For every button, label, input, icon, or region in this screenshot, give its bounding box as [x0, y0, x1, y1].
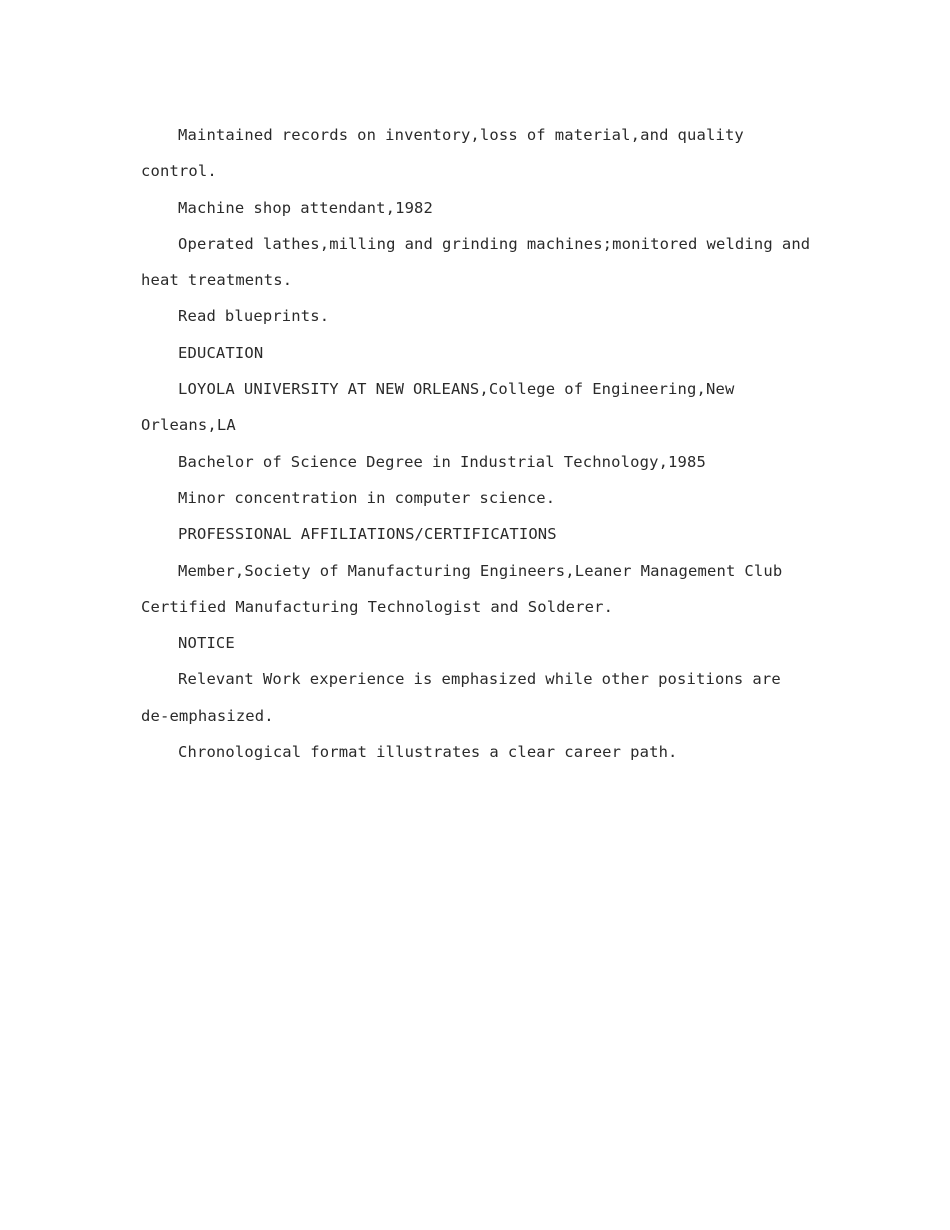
paragraph-minor: Minor concentration in computer science. — [178, 488, 556, 507]
paragraph-membership: Member,Society of Manufacturing Engineers,Leaner Management Club Certified Manufacturing Technologist and Solderer. — [141, 561, 783, 616]
paragraph-job-title-machine-shop: Machine shop attendant,1982 — [178, 198, 434, 217]
paragraph-university: LOYOLA UNIVERSITY AT NEW ORLEANS,College of Engineering,New Orleans,LA — [141, 380, 735, 435]
section-heading-affiliations: PROFESSIONAL AFFILIATIONS/CERTIFICATIONS — [178, 525, 557, 544]
paragraph-inventory-records: Maintained records on inventory,loss of material,and quality control. — [141, 126, 744, 181]
paragraph-degree: Bachelor of Science Degree in Industrial Technology,1985 — [178, 452, 706, 471]
paragraph-read-blueprints: Read blueprints. — [178, 307, 330, 326]
document-body — [141, 117, 811, 770]
section-heading-education: EDUCATION — [178, 343, 264, 362]
paragraph-chronological-format: Chronological format illustrates a clear career path. — [178, 743, 678, 762]
paragraph-relevant-experience: Relevant Work experience is emphasized while other positions are de-emphasized. — [141, 670, 781, 725]
paragraph-operated-machines: Operated lathes,milling and grinding machines;monitored welding and heat treatments. — [141, 234, 811, 290]
section-heading-notice: NOTICE — [178, 634, 235, 653]
